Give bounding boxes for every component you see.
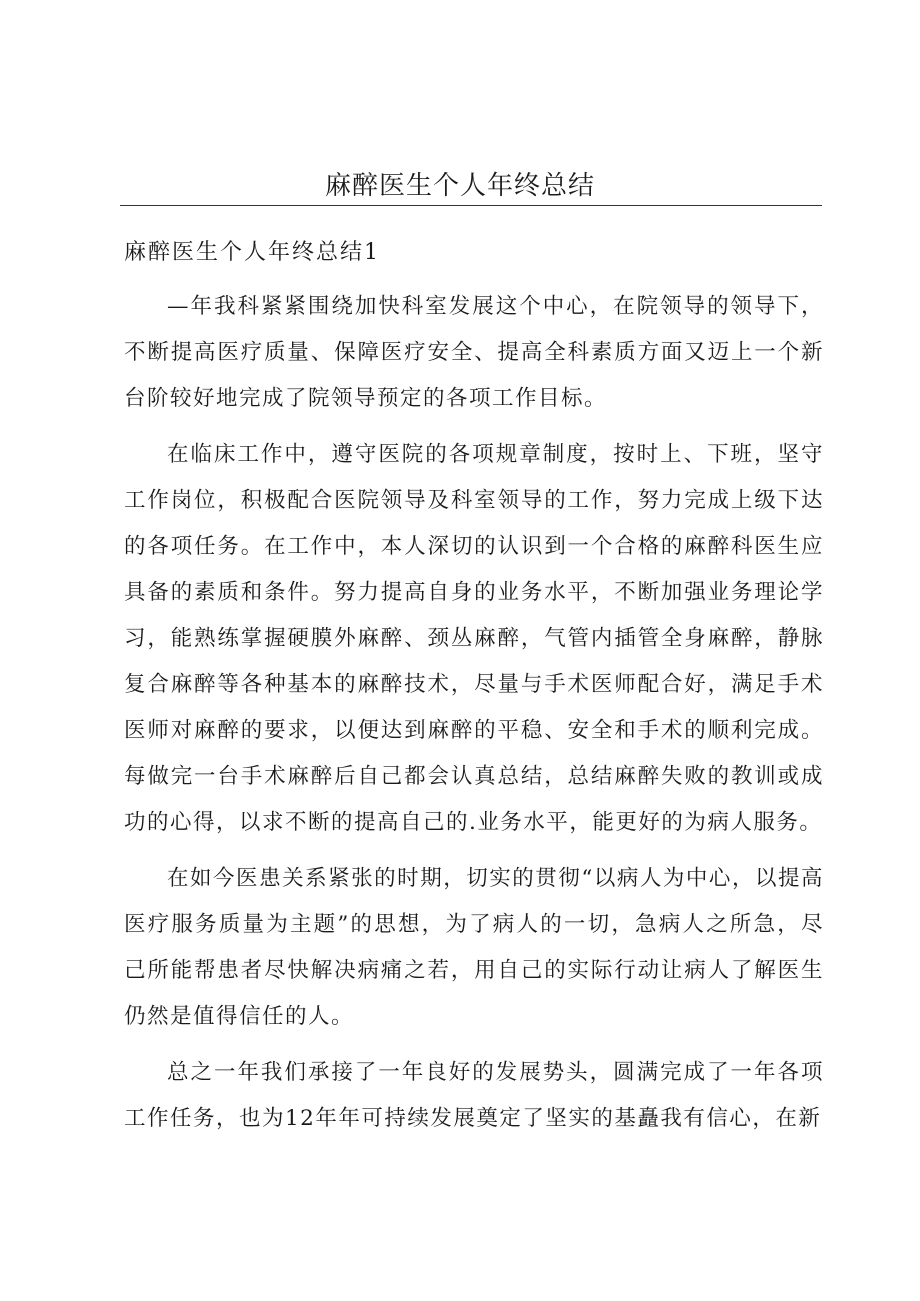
title-divider [120, 205, 822, 206]
section-heading: 麻醉医生个人年终总结1 [124, 240, 380, 265]
document-body [124, 284, 824, 1152]
paragraph-4: 总之一年我们承接了一年良好的发展势头，圆满完成了一年各项工作任务，也为12年年可持续发展奠定了坚实的基矗我有信心，在新 [124, 1060, 824, 1131]
paragraph-1: —年我科紧紧围绕加快科室发展这个中心，在院领导的领导下，不断提高医疗质量、保障医疗安全、提高全科素质方面又迈上一个新台阶较好地完成了院领导预定的各项工作目标。 [124, 294, 824, 411]
paragraph-3: 在如今医患关系紧张的时期，切实的贯彻“以病人为中心，以提高医疗服务质量为主题”的思想，为了病人的一切，急病人之所急，尽己所能帮患者尽快解决病痛之若，用自己的实际行动让病人了解医生仍然是值得信任的人。 [124, 866, 824, 1029]
document-title: 麻醉医生个人年终总结 [324, 171, 595, 201]
paragraph-2: 在临床工作中，遵守医院的各项规章制度，按时上、下班，坚守工作岗位，积极配合医院领导及科室领导的工作，努力完成上级下达的各项任务。在工作中，本人深切的认识到一个合格的麻醉科医生应具备的素质和条件。努力提高自身的业务水平，不断加强业务理论学习，能熟练掌握硬膜外麻醉、颈丛麻醉，气管内插管全身麻醉，静脉复合麻醉等各种基本的麻醉技术，尽量与手术医师配合好，满足手术医师对麻醉的要求，以便达到麻醉的平稳、安全和手术的顺利完成。每做完一台手术麻醉后自己都会认真总结，总结麻醉失败的教训或成功的心得，以求不断的提高自己的.业务水平，能更好的为病人服务。 [124, 442, 824, 835]
